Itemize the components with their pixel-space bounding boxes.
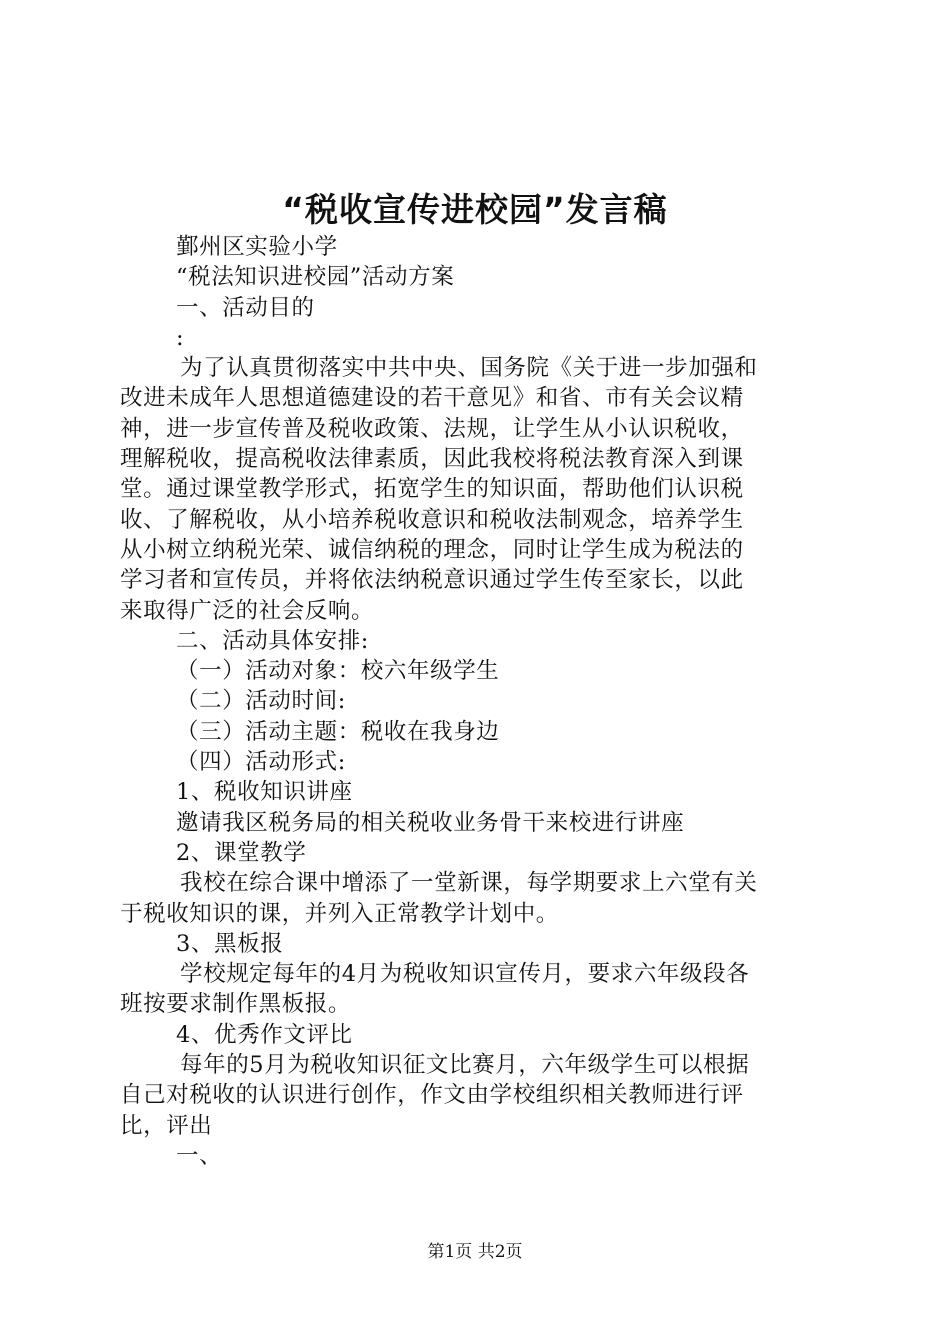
text-line: “税法知识进校园”活动方案 [176,264,455,291]
text-line: 为了认真贯彻落实中共中央、国务院《关于进一步加强和 [180,355,758,382]
text-line: 神，进一步宣传普及税收政策、法规，让学生从小认识税收， [120,415,744,442]
text-line: 我校在综合课中增添了一堂新课，每学期要求上六堂有关 [180,870,758,897]
text-line: 2、课堂教学 [176,839,307,866]
text-line: 一、活动目的 [176,294,315,321]
text-line: 收、了解税收，从小培养税收意识和税收法制观念，培养学生 [120,506,744,533]
text-line: 1、税收知识讲座 [176,779,353,806]
text-line: : [176,324,185,351]
text-line: 班按要求制作黑板报。 [120,991,352,1018]
text-line: （四）活动形式: [176,749,346,776]
text-line: 自己对税收的认识进行创作，作文由学校组织相关教师进行评 [120,1082,744,1109]
text-line: 从小树立纳税光荣、诚信纳税的理念，同时让学生成为税法的 [120,536,744,563]
text-line: （二）活动时间: [176,688,346,715]
text-line: 3、黑板报 [176,930,284,957]
text-line: （一）活动对象：校六年级学生 [176,658,500,685]
text-line: 来取得广泛的社会反响。 [120,597,375,624]
text-line: 鄞州区实验小学 [176,234,338,260]
text-line: 于税收知识的课，并列入正常教学计划中。 [120,900,559,927]
text-line: （三）活动主题：税收在我身边 [176,718,500,745]
text-line: 一、 [176,1142,223,1169]
text-line: 每年的5月为税收知识征文比赛月，六年级学生可以根据 [180,1052,750,1079]
text-line: 学校规定每年的4月为税收知识宣传月，要求六年级段各 [180,961,750,988]
text-line: 堂。通过课堂教学形式，拓宽学生的知识面，帮助他们认识税 [120,476,744,503]
page-footer: 第1页 共2页 [427,1242,523,1262]
document-title: “税收宣传进校园”发言稿 [282,190,668,229]
text-line: 比，评出 [120,1112,213,1139]
text-line: 邀请我区税务局的相关税收业务骨干来校进行讲座 [176,809,685,836]
text-line: 改进未成年人思想道德建设的若干意见》和省、市有关会议精 [120,385,744,412]
text-line: 4、优秀作文评比 [176,1021,353,1048]
text-line: 二、活动具体安排: [176,627,369,654]
text-line: 学习者和宣传员，并将依法纳税意识通过学生传至家长，以此 [120,567,744,594]
document-body [120,232,832,1171]
text-line: 理解税收，提高税收法律素质，因此我校将税法教育深入到课 [120,446,744,473]
